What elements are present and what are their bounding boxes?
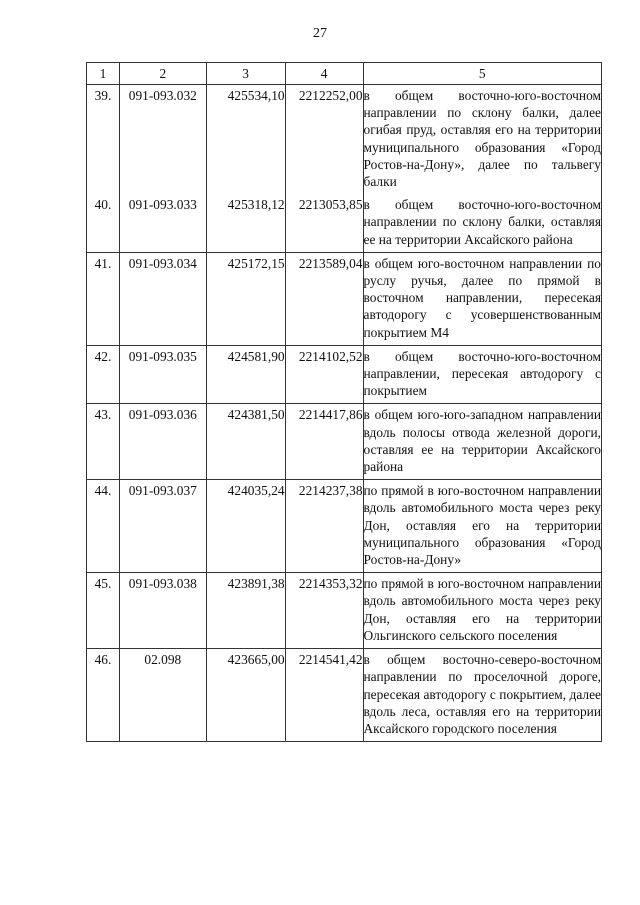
boundary-description: в общем юго-юго-западном направлении вдоль полосы отвода железной дороги, оставляя ее на территории Аксайского района [363, 404, 601, 480]
table-header-row [87, 63, 602, 85]
coordinate-y: 2214102,52 [285, 345, 363, 404]
coordinate-x: 424581,90 [206, 345, 285, 404]
point-id: 091-093.036 [119, 404, 206, 480]
point-id: 091-093.037 [119, 480, 206, 573]
boundary-description: в общем юго-восточном направлении по руслу ручья, далее по прямой в восточном направлении, пересекая автодорогу с усовершенствованным покрытием М4 [363, 252, 601, 345]
column-header: 3 [206, 63, 285, 85]
coordinate-x: 424381,50 [206, 404, 285, 480]
table-row [87, 573, 602, 649]
point-id: 02.098 [119, 649, 206, 742]
row-number: 46. [87, 649, 120, 742]
table-row [87, 480, 602, 573]
coordinate-y: 2214237,38 [285, 480, 363, 573]
point-id: 091-093.034 [119, 252, 206, 345]
coordinate-y: 2214417,86 [285, 404, 363, 480]
coordinate-x: 423665,00 [206, 649, 285, 742]
coordinate-y: 2214541,42 [285, 649, 363, 742]
table-row [87, 649, 602, 742]
point-id: 091-093.033 [119, 194, 206, 252]
point-id: 091-093.035 [119, 345, 206, 404]
boundary-description: по прямой в юго-восточном направлении вдоль автомобильного моста через реку Дон, оставляя его на территории Ольгинского сельского поселения [363, 573, 601, 649]
boundary-description: в общем восточно-юго-восточном направлении по склону балки, далее огибая пруд, оставляя его на территории муниципального образования «Город Ростов-на-Дону», далее по тальвегу балки [363, 85, 601, 195]
table-row [87, 345, 602, 404]
coordinate-x: 423891,38 [206, 573, 285, 649]
coordinate-y: 2213053,85 [285, 194, 363, 252]
coordinate-x: 424035,24 [206, 480, 285, 573]
row-number: 40. [87, 194, 120, 252]
column-header: 5 [363, 63, 601, 85]
point-id: 091-093.032 [119, 85, 206, 195]
boundary-description: в общем восточно-юго-восточном направлении по склону балки, оставляя ее на территории Аксайского района [363, 194, 601, 252]
table-row [87, 252, 602, 345]
table-row [87, 85, 602, 195]
row-number: 43. [87, 404, 120, 480]
column-header: 2 [119, 63, 206, 85]
boundary-description: по прямой в юго-восточном направлении вдоль автомобильного моста через реку Дон, оставляя его на территории муниципального образования «Город Ростов-на-Дону» [363, 480, 601, 573]
row-number: 45. [87, 573, 120, 649]
row-number: 41. [87, 252, 120, 345]
boundary-description: в общем восточно-северо-восточном направлении по проселочной дороге, пересекая автодорогу с покрытием, далее вдоль леса, оставляя его на территории Аксайского городского поселения [363, 649, 601, 742]
row-number: 39. [87, 85, 120, 195]
coordinate-x: 425172,15 [206, 252, 285, 345]
table-row [87, 194, 602, 252]
boundary-points-table [86, 62, 602, 742]
coordinate-x: 425534,10 [206, 85, 285, 195]
page-number: 27 [313, 26, 327, 41]
coordinate-x: 425318,12 [206, 194, 285, 252]
boundary-description: в общем восточно-юго-восточном направлении, пересекая автодорогу с покрытием [363, 345, 601, 404]
point-id: 091-093.038 [119, 573, 206, 649]
column-header: 1 [87, 63, 120, 85]
row-number: 42. [87, 345, 120, 404]
coordinate-y: 2213589,04 [285, 252, 363, 345]
coordinate-y: 2212252,00 [285, 85, 363, 195]
row-number: 44. [87, 480, 120, 573]
table-row [87, 404, 602, 480]
coordinate-y: 2214353,32 [285, 573, 363, 649]
column-header: 4 [285, 63, 363, 85]
